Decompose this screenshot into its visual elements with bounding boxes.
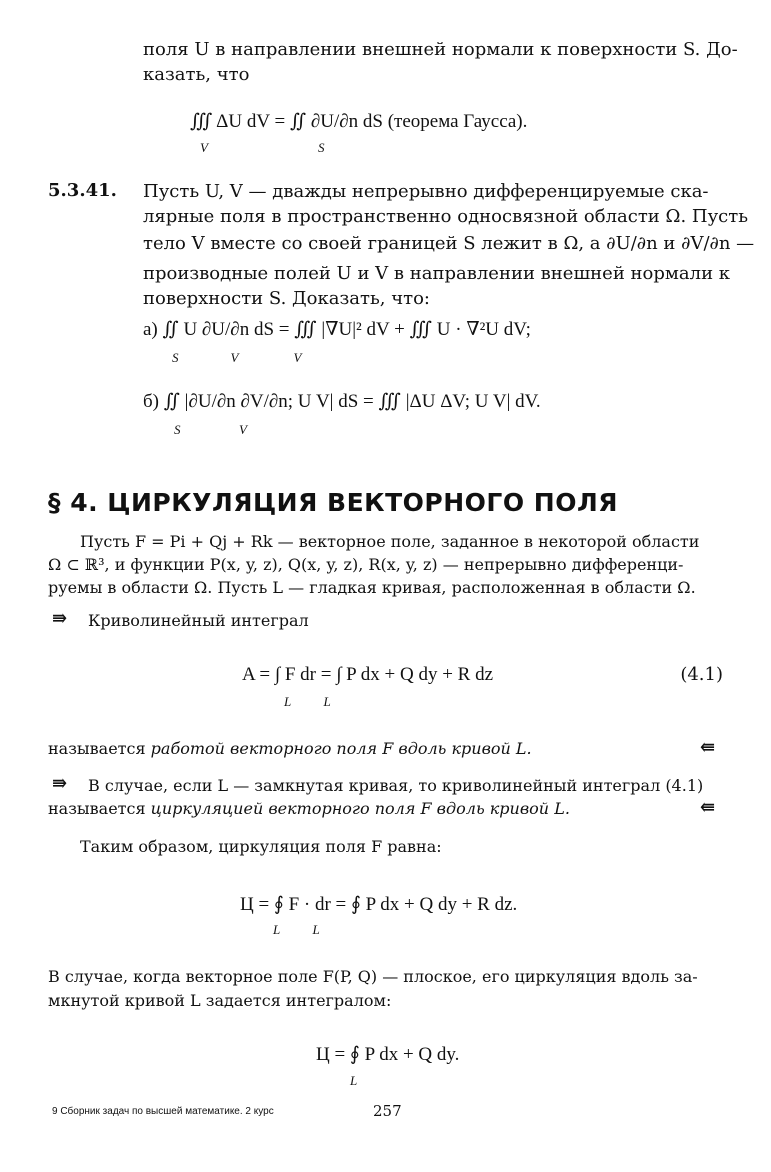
definition-2-line-1: В случае, если L — замкнутая кривая, то криволинейный интеграл (4.1): [88, 776, 704, 795]
problem-line-5: поверхности S. Доказать, что:: [143, 288, 430, 309]
definition-2-sentence: [48, 797, 570, 821]
circulation-formula-subs: L L: [273, 922, 320, 937]
definition-1-prefix: называется: [48, 739, 151, 758]
section-p3-line-1: В случае, когда векторное поле F(P, Q) — плоское, его циркуляция вдоль за-: [48, 967, 698, 986]
page-number: 257: [373, 1102, 402, 1120]
section-p3-line-2: мкнутой кривой L задается интегралом:: [48, 991, 392, 1010]
section-p1-line-1: Пусть F = Pi + Qj + Rk — векторное поле, заданное в некоторой области: [80, 532, 700, 551]
circulation-formula: Ц = ∮ F · dr = ∮ P dx + Q dy + R dz.: [240, 894, 518, 915]
equation-4-1-subs: L L: [284, 694, 331, 709]
item-a-formula: а) ∬ U ∂U/∂n dS = ∭ |∇U|² dV + ∭ U · ∇²U dV;: [143, 319, 531, 340]
equation-4-1: A = ∫ F dr = ∫ P dx + Q dy + R dz: [242, 664, 494, 685]
item-b-formula: б) ∬ |∂U/∂n ∂V/∂n; U V| dS = ∭ |ΔU ΔV; U V| dV.: [143, 391, 541, 412]
gauss-formula: ∭ ΔU dV = ∬ ∂U/∂n dS (теорема Гаусса).: [190, 111, 528, 132]
definition-2-end-arrow: ⇚: [700, 797, 716, 818]
section-p2: Таким образом, циркуляция поля F равна:: [80, 837, 442, 856]
problem-line-4: производные полей U и V в направлении внешней нормали к: [143, 263, 731, 284]
footer-book-title: 9 Сборник задач по высшей математике. 2 курс: [52, 1106, 274, 1117]
problem-line-2: лярные поля в пространственно односвязной области Ω. Пусть: [143, 206, 749, 227]
problem-number: 5.3.41.: [48, 180, 117, 201]
definition-1-term: работой векторного поля F вдоль кривой L.: [150, 739, 532, 758]
section-heading: § 4. ЦИРКУЛЯЦИЯ ВЕКТОРНОГО ПОЛЯ: [48, 488, 618, 517]
definition-1-intro: Криволинейный интеграл: [88, 611, 309, 630]
problem-line-3: тело V вместе со своей границей S лежит в Ω, а ∂U/∂n и ∂V/∂n —: [143, 233, 755, 254]
gauss-sub-v: V: [200, 140, 208, 155]
plane-circulation-formula: Ц = ∮ P dx + Q dy.: [316, 1044, 460, 1065]
intro-line-2: казать, что: [143, 64, 250, 85]
section-p1-line-2: Ω ⊂ ℝ³, и функции P(x, y, z), Q(x, y, z), R(x, y, z) — непрерывно дифференци-: [48, 555, 684, 574]
item-a-subs: S V V: [172, 350, 302, 365]
definition-2-term: циркуляцией векторного поля F вдоль кривой L.: [150, 799, 570, 818]
definition-2-prefix: называется: [48, 799, 151, 818]
item-b-subs: S V: [174, 422, 247, 437]
section-p1-line-3: руемы в области Ω. Пусть L — гладкая кривая, расположенная в области Ω.: [48, 578, 696, 597]
definition-1-end-arrow: ⇚: [700, 737, 716, 758]
equation-number-4-1: (4.1): [680, 664, 723, 685]
definition-1-sentence: [48, 737, 532, 761]
definition-2-start-arrow: ⇛: [52, 773, 68, 794]
intro-line-1: поля U в направлении внешней нормали к поверхности S. До-: [143, 39, 738, 60]
definition-start-arrow: ⇛: [52, 608, 68, 629]
problem-line-1: Пусть U, V — дважды непрерывно дифференцируемые ска-: [143, 181, 709, 202]
plane-circulation-sub: L: [350, 1073, 358, 1088]
gauss-sub-s: S: [318, 140, 325, 155]
